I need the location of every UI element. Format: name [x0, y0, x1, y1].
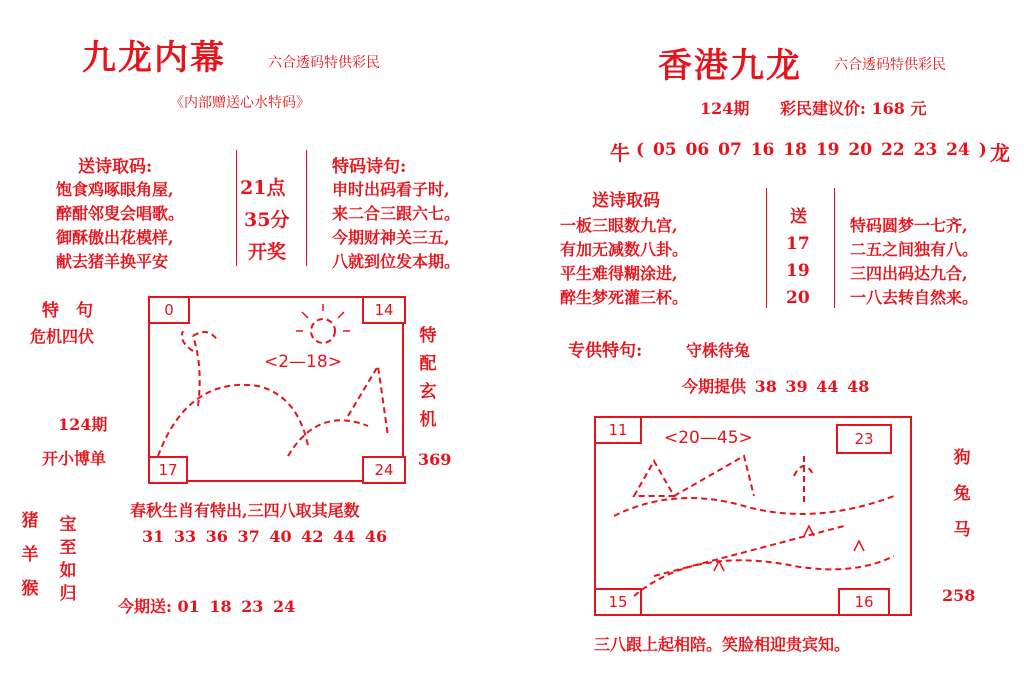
right-title: 香港九龙	[658, 46, 802, 86]
left-proverb: 春秋生肖有特出,三四八取其尾数	[130, 501, 360, 520]
left-box-caption: <2—18>	[264, 352, 342, 372]
corner-number: 0	[148, 296, 190, 324]
left-side-number: 369	[418, 450, 452, 469]
poem-line: 三四出码达九合,	[850, 264, 968, 283]
send-number: 19	[786, 261, 810, 281]
draw-time	[240, 172, 289, 268]
treasure-char: 宝	[59, 515, 77, 535]
send-numbers: 01 18 23 24	[177, 597, 296, 616]
poem-line: 来二合三跟六七。	[332, 204, 461, 223]
corner-number: 11	[594, 416, 642, 444]
divider-line	[306, 150, 307, 266]
right-main-numbers: ( 05 06 07 16 18 19 20 22 23 24 )	[636, 140, 987, 160]
divider-line	[834, 188, 835, 308]
right-side-number: 258	[942, 586, 976, 605]
left-animals	[20, 504, 40, 606]
send-label: 送	[790, 207, 807, 227]
side-char: 特	[419, 326, 437, 346]
ox-char: 牛	[610, 141, 630, 165]
poem-line: 八就到位发本期。	[332, 252, 461, 271]
treasure-char: 至	[59, 538, 77, 558]
corner-number: 23	[836, 424, 892, 454]
left-note: 《内部赠送心水特码》	[170, 95, 310, 111]
left-poem	[56, 178, 184, 274]
left-send	[118, 594, 295, 617]
corner-number: 16	[838, 588, 890, 616]
right-bottom-line: 三八跟上起相陪。笑脸相迎贵宾知。	[594, 635, 851, 654]
left-sketch-illustration	[148, 296, 402, 480]
draw-time-hour: 21点	[240, 177, 286, 199]
poem-line: 申时出码看子时,	[332, 180, 450, 199]
right-special-label: 专供特句:	[568, 341, 643, 361]
poem-line: 有加无减数八卦。	[560, 240, 689, 259]
teju-text: 危机四伏	[30, 327, 95, 346]
send-number: 17	[786, 234, 810, 254]
send-label: 今期送:	[118, 597, 172, 616]
poem-line: 醉酣邻叟会唱歌。	[56, 204, 185, 223]
right-sketch-illustration	[594, 416, 910, 614]
side-char: 机	[419, 410, 437, 430]
draw-time-label: 开奖	[248, 241, 287, 263]
left-subtitle: 六合透码特供彩民	[268, 55, 380, 71]
poem-line: 醉生梦死灌三杯。	[560, 288, 689, 307]
divider-line	[236, 150, 237, 266]
animal-char: 兔	[953, 484, 971, 504]
left-side-chars	[418, 322, 438, 434]
side-char: 玄	[419, 382, 437, 402]
poem-line: 献去猪羊换平安	[56, 252, 169, 271]
poem-line: 今期财神关三五,	[332, 228, 450, 247]
left-special-head: 特码诗句:	[332, 157, 407, 177]
poem-line: 二五之间独有八。	[850, 240, 979, 259]
animal-char: 羊	[21, 545, 39, 565]
corner-number: 15	[594, 588, 642, 616]
draw-time-minute: 35分	[244, 209, 290, 231]
send-number: 20	[786, 288, 810, 308]
animal-char: 猴	[21, 579, 39, 599]
teju-label: 特 句	[42, 301, 93, 321]
left-title: 九龙内幕	[82, 38, 226, 78]
treasure-char: 归	[59, 584, 77, 604]
left-issue: 124期	[58, 415, 108, 434]
right-send-column	[786, 204, 810, 312]
right-side-animals	[952, 440, 972, 548]
right-box-caption: <20—45>	[664, 428, 753, 448]
left-numbers: 31 33 36 37 40 42 44 46	[142, 527, 388, 546]
left-treasure	[58, 514, 78, 606]
corner-number: 14	[362, 296, 406, 324]
left-poem-head: 送诗取码:	[78, 157, 153, 177]
right-poem	[560, 214, 688, 310]
corner-number: 24	[362, 456, 406, 484]
right-offer: 今期提供 38 39 44 48	[682, 377, 870, 396]
animal-char: 猪	[21, 511, 39, 531]
treasure-char: 如	[59, 561, 77, 581]
left-bet: 开小博单	[42, 449, 107, 468]
right-subtitle: 六合透码特供彩民	[834, 57, 946, 73]
dragon-char: 龙	[990, 141, 1010, 165]
right-special-poem	[850, 214, 978, 310]
corner-number: 17	[148, 456, 188, 484]
animal-char: 狗	[953, 448, 971, 468]
right-special-text: 守株待兔	[686, 341, 751, 360]
right-poem-head: 送诗取码	[592, 191, 660, 211]
poem-line: 平生难得糊涂进,	[560, 264, 678, 283]
left-special-poem	[332, 178, 460, 274]
right-price: 彩民建议价: 168 元	[780, 99, 927, 118]
poem-line: 御酥傲出花模样,	[56, 228, 174, 247]
poem-line: 一八去转自然来。	[850, 288, 979, 307]
poem-line: 特码圆梦一七齐,	[850, 216, 968, 235]
poem-line: 一板三眼数九宫,	[560, 216, 678, 235]
poem-line: 饱食鸡啄眼角屋,	[56, 180, 174, 199]
right-issue: 124期	[700, 99, 750, 118]
animal-char: 马	[953, 520, 971, 540]
side-char: 配	[419, 354, 437, 374]
divider-line	[766, 188, 767, 308]
